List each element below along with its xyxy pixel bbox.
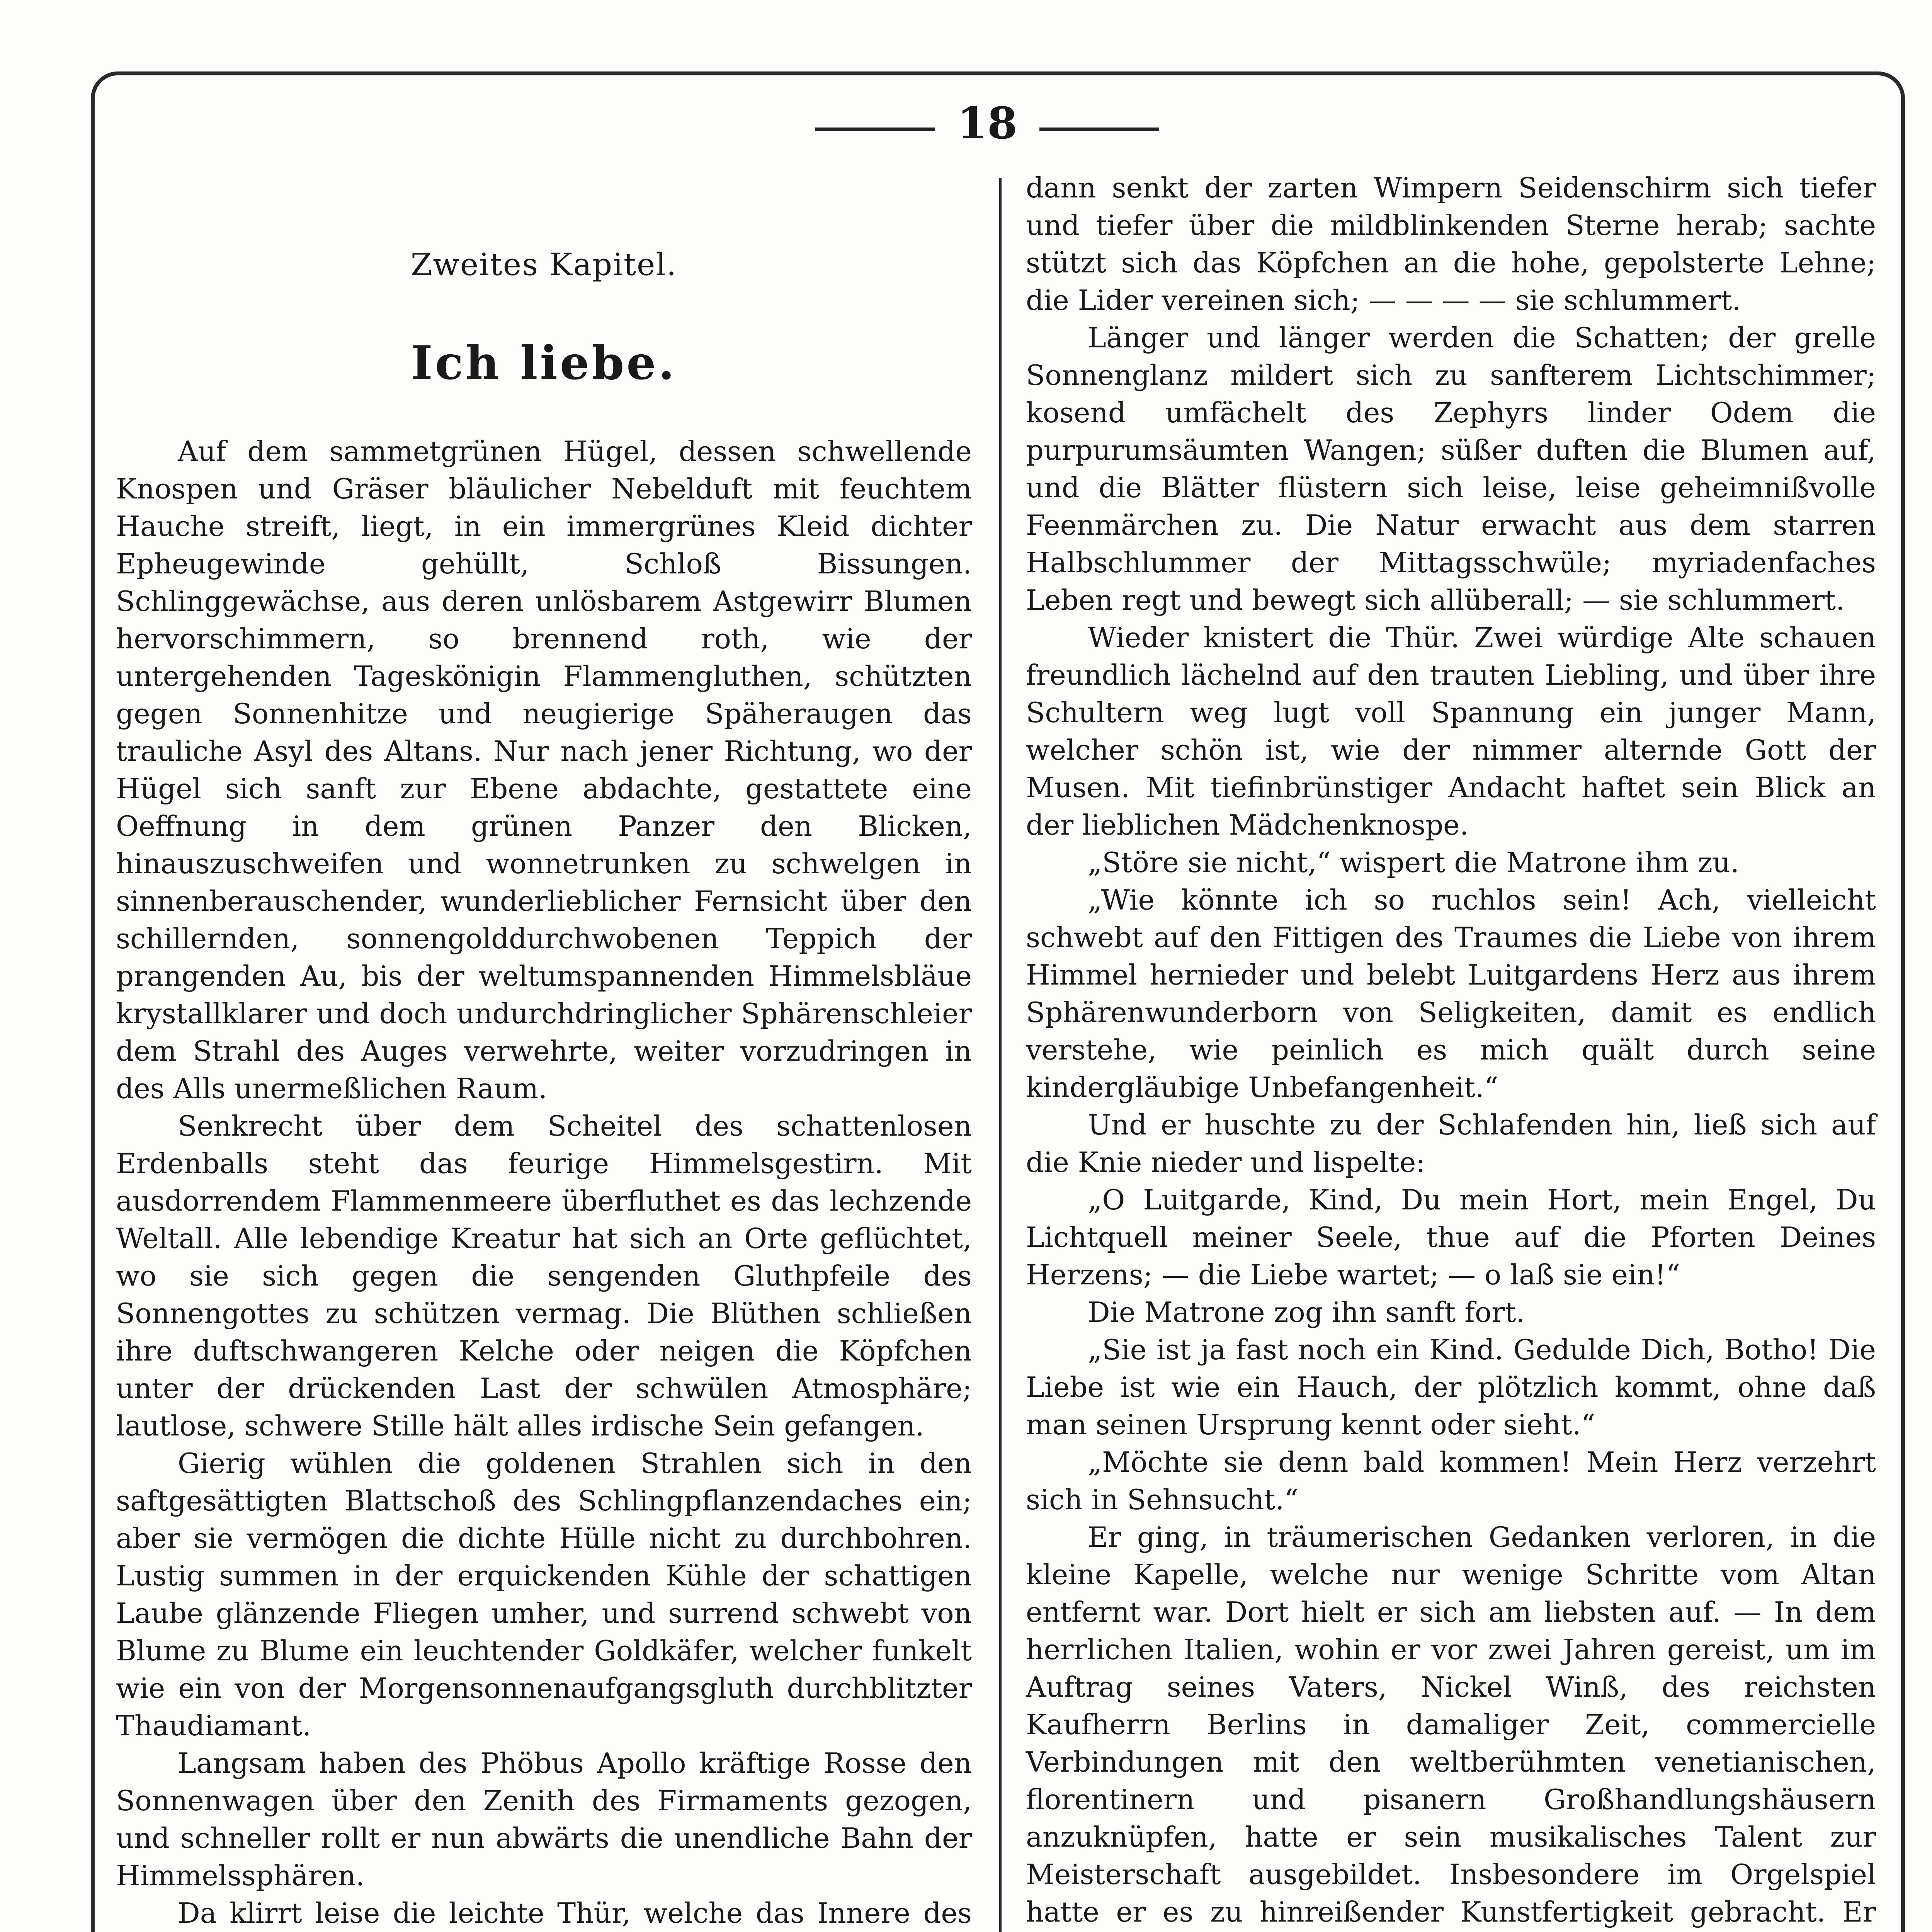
paragraph: Gierig wühlen die goldenen Strahlen sich in den saftgesättigten Blattschoß des Schlingpflanzendaches ein; aber sie vermögen die dichte Hülle nicht zu durchbohren. Lustig summen in der erquickenden Kühle der schattigen Laube glänzende Fliegen umher, und surrend schwebt von Blume zu Blume ein leuchtender Goldkäfer, welcher funkelt wie ein von der Morgensonnenaufgangsgluth durchblitzter Thaudiamant. [116,1447,972,1742]
paragraph: „Störe sie nicht,“ wispert die Matrone ihm zu. [1088,846,1740,879]
paragraph: Auf dem sammetgrünen Hügel, dessen schwellende Knospen und Gräser bläulicher Nebelduft mit feuchtem Hauche streift, liegt, in ein immergrünes Kleid dichter Epheugewinde gehüllt, Schloß Bissungen. Schlinggewächse, aus deren unlösbarem Astgewirr Blumen hervorschimmern, so brennend roth, wie der untergehenden Tageskönigin Flammengluthen, schützten gegen Sonnenhitze und neugierige Späheraugen das trauliche Asyl des Altans. Nur nach jener Richtung, wo der Hügel sich sanft zur Ebene abdachte, gestattete eine Oeffnung in dem grünen Panzer den Blicken, hinauszuschweifen und wonnetrunken zu schwelgen in sinnenberauschender, wunderlieblicher Fernsicht über den schillernden, sonnengolddurchwobenen Teppich der prangenden Au, bis der weltumspannenden Himmelsbläue krystallklarer und doch undurchdringlicher Sphärenschleier dem Strahl des Auges verwehrte, weiter vorzudringen in des Alls unermeßlichen Raum. [116,435,972,1105]
paragraph: Da klirrt leise die leichte Thür, welche das Innere des [178,1897,972,1929]
paragraph: Die Matrone zog ihn sanft fort. [1088,1296,1525,1328]
paragraph: „Wie könnte ich so ruchlos sein! Ach, vielleicht schwebt auf den Fittigen des Traumes die Liebe von ihrem Himmel hernieder und belebt Luitgardens Herz aus ihrem Sphärenwunderborn von Seligkeiten, damit es endlich verstehe, wie peinlich es mich quält durch seine kindergläubige Unbefangenheit.“ [1026,884,1876,1104]
page-number: 18 [957,98,1017,149]
chapter-title: Ich liebe. [411,336,677,390]
paragraph: „O Luitgarde, Kind, Du mein Hort, mein Engel, Du Lichtquell meiner Seele, thue auf die Pforten Deines Herzens; — die Liebe wartet; — o laß sie ein!“ [1026,1184,1876,1291]
paragraph: Wieder knistert die Thür. Zwei würdige Alte schauen freundlich lächelnd auf den trauten Liebling, und über ihre Schultern weg lugt voll Spannung ein junger Mann, welcher schön ist, wie der nimmer alternde Gott der Musen. Mit tiefinbrünstiger Andacht haftet sein Blick an der lieblichen Mädchenknospe. [1026,621,1876,841]
paragraph: Senkrecht über dem Scheitel des schattenlosen Erdenballs steht das feurige Himmelsgestirn. Mit ausdorrendem Flammenmeere überfluthet es das lechzende Weltall. Alle lebendige Kreatur hat sich an Orte geflüchtet, wo sie sich gegen die sengenden Gluthpfeile des Sonnengottes zu schützen vermag. Die Blüthen schließen ihre duftschwangeren Kelche oder neigen die Köpfchen unter der drückenden Last der schwülen Atmosphäre; lautlose, schwere Stille hält alles irdische Sein gefangen. [116,1110,972,1442]
header-rule-left [815,128,935,131]
chapter-heading: Zweites Kapitel. [410,247,677,282]
left-column [116,232,972,1932]
header-rule-right [1039,128,1159,131]
paragraph: Langsam haben des Phöbus Apollo kräftige Rosse den Sonnenwagen über den Zenith des Firmaments gezogen, und schneller rollt er nun abwärts die unendliche Bahn der Himmelssphären. [116,1747,972,1892]
page-header [0,91,1932,156]
paragraph: Und er huschte zu der Schlafenden hin, ließ sich auf die Knie nieder und lispelte: [1026,1109,1876,1179]
column-divider [999,178,1002,1932]
paragraph: „Möchte sie denn bald kommen! Mein Herz verzehrt sich in Sehnsucht.“ [1026,1446,1876,1516]
paragraph: Länger und länger werden die Schatten; der grelle Sonnenglanz mildert sich zu sanfterem Lichtschimmer; kosend umfächelt des Zephyrs linder Odem die purpurumsäumten Wangen; süßer duften die Blumen auf, und die Blätter flüstern sich leise, leise geheimnißvolle Feenmärchen zu. Die Natur erwacht aus dem starren Halbschlummer der Mittagsschwüle; myriadenfaches Leben regt und bewegt sich allüberall; — sie schlummert. [1026,321,1876,616]
paragraph: „Sie ist ja fast noch ein Kind. Geduldе Dich, Botho! Die Liebe ist wie ein Hauch, der plötzlich kommt, ohne daß man seinen Ursprung kennt oder sieht.“ [1026,1333,1876,1441]
right-column [1026,169,1876,1932]
paragraph: Er ging, in träumerischen Gedanken verloren, in die kleine Kapelle, welche nur wenige Schritte vom Altan entfernt war. Dort hielt er sich am liebsten auf. — In dem herrlichen Italien, wohin er vor zwei Jahren gereist, um im Auftrag seines Vaters, Nickel Winß, des reichsten Kaufherrn Berlins in damaliger Zeit, commercielle Verbindungen mit den weltberühmten venetianischen, florentinern und pisanern Großhandlungshäusern anzuknüpfen, hatte er sein musikalisches Talent zur Meisterschaft ausgebildet. Insbesondere im Orgelspiel hatte er es zu hinreißender Kunstfertigkeit gebracht. Er [1026,1521,1876,1928]
paragraph: dann senkt der zarten Wimpern Seidenschirm sich tiefer und tiefer über die mildblinkenden Sterne herab; sachte stützt sich das Köpfchen an die hohe, gepolsterte Lehne; die Lider vereinen sich; — — — — sie schlummert. [1026,172,1876,316]
